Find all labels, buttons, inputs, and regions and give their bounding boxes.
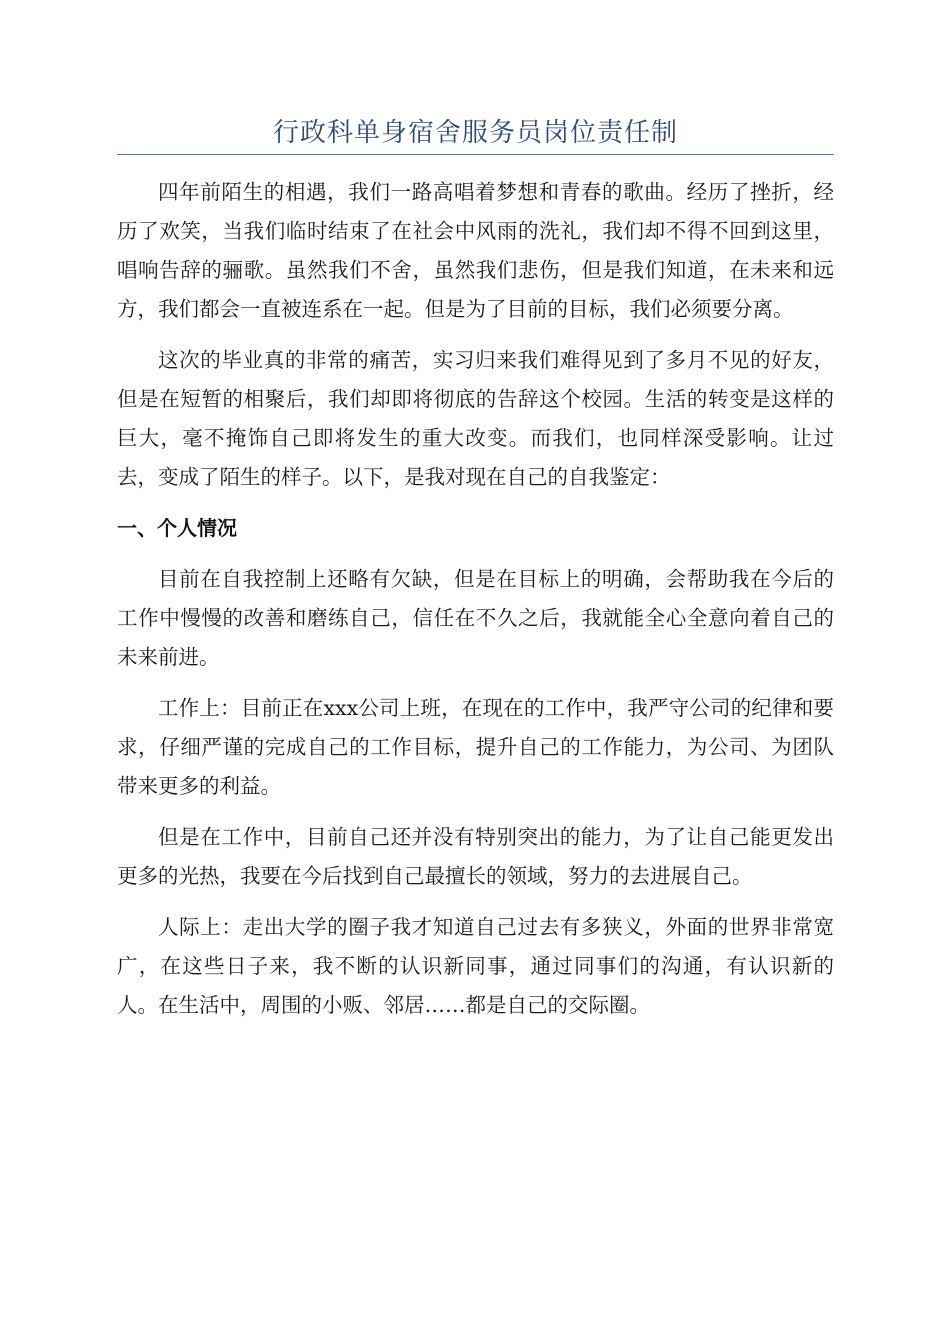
- paragraph-work: 工作上：目前正在xxx公司上班，在现在的工作中，我严守公司的纪律和要求，仔细严谨的完成自己的工作目标，提升自己的工作能力，为公司、为团队带来更多的利益。: [117, 696, 834, 798]
- document-title: 行政科单身宿舍服务员岗位责任制: [272, 118, 678, 148]
- title-underline: [117, 154, 834, 155]
- paragraph-intro-2: 这次的毕业真的非常的痛苦，实习归来我们难得见到了多月不见的好友，但是在短暂的相聚后，我们却即将彻底的告辞这个校园。生活的转变是这样的巨大，毫不掩饰自己即将发生的重大改变。而我们，也同样深受影响。让过去，变成了陌生的样子。以下，是我对现在自己的自我鉴定：: [117, 348, 834, 489]
- paragraph-improvement: 但是在工作中，目前自己还并没有特别突出的能力，为了让自己能更发出更多的光热，我要在今后找到自己最擅长的领域，努力的去进展自己。: [117, 825, 834, 888]
- paragraph-self-control: 目前在自我控制上还略有欠缺，但是在目标上的明确，会帮助我在今后的工作中慢慢的改善和磨练自己，信任在不久之后，我就能全心全意向着自己的未来前进。: [117, 567, 834, 669]
- paragraph-relationships: 人际上：走出大学的圈子我才知道自己过去有多狭义，外面的世界非常宽广，在这些日子来，我不断的认识新同事，通过同事们的沟通，有认识新的人。在生活中，周围的小贩、邻居……都是自己的交际圈。: [117, 915, 834, 1017]
- document-body: [117, 173, 834, 1037]
- paragraph-intro-1: 四年前陌生的相遇，我们一路高唱着梦想和青春的歌曲。经历了挫折，经历了欢笑，当我们临时结束了在社会中风雨的洗礼，我们却不得不回到这里，唱响告辞的骊歌。虽然我们不舍，虽然我们悲伤，但是我们知道，在未来和远方，我们都会一直被连系在一起。但是为了目前的目标，我们必须要分离。: [117, 180, 834, 321]
- section-heading: 一、个人情况: [117, 516, 237, 540]
